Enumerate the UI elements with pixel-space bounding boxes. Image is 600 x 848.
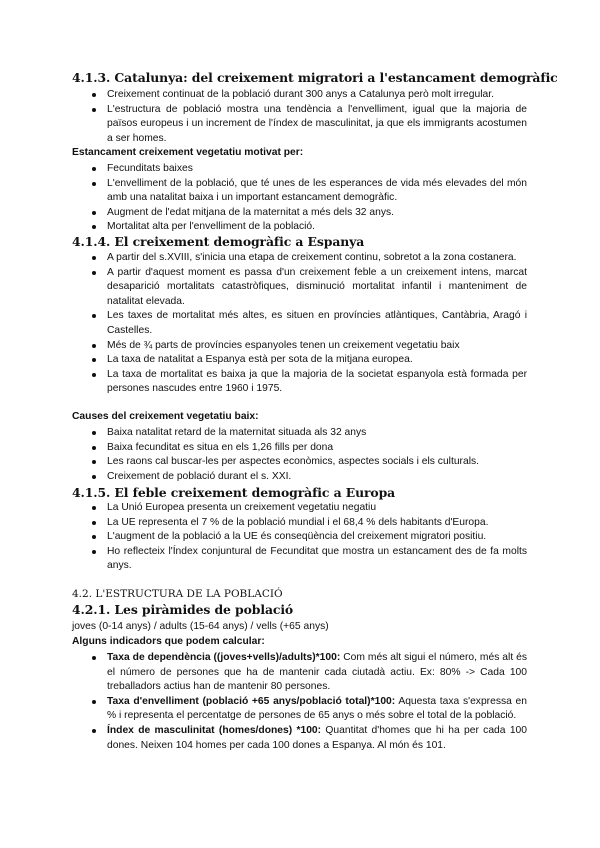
indicator-text: Quantitat d'homes que hi ha per cada 100 dones. Neixen 104 homes per cada 100 dones a Espanya. Al món és 101. xyxy=(107,724,528,751)
list-item: Més de ¾ parts de províncies espanyoles tenen un creixement vegetatiu baix xyxy=(0,339,527,354)
list-item: L'envelliment de la població, que té unes de les esperances de vida més elevades del món amb una natalitat baixa i un important estancament demogràfic. xyxy=(0,177,527,206)
indicator-label: Taxa d'envelliment (població +65 anys/població total)*100: xyxy=(107,695,396,707)
list-item: La taxa de natalitat a Espanya està per sota de la mitjana europea. xyxy=(0,353,527,368)
list-item: A partir d'aquest moment es passa d'un creixement feble a un creixement intens, marcat desaparició mortalitats catastròfiques, disminució mortalitat infantil i manteniment de natalitat elevada. xyxy=(0,266,527,310)
list-item: Fecunditats baixes xyxy=(0,162,527,177)
section-4-1-4-heading: 4.1.4. El creixement demogràfic a Espanya xyxy=(72,234,365,249)
indicator-label: Índex de masculinitat (homes/dones) *100: xyxy=(107,724,322,736)
list-item: La taxa de mortalitat es baixa ja que la majoria de la societat espanyola està formada per persones nascudes entre 1960 i 1975. xyxy=(0,368,527,397)
age-groups-text: joves (0-14 anys) / adults (15-64 anys) / vells (+65 anys) xyxy=(72,621,329,632)
list-item: L'augment de la població a la UE és conseqüència del creixement migratori positiu. xyxy=(0,530,527,545)
list-item: La UE representa el 7 % de la població mundial i el 68,4 % dels habitants d'Europa. xyxy=(0,516,527,531)
section-4-1-4-list xyxy=(0,251,600,397)
low-growth-causes-subheading: Causes del creixement vegetatiu baix: xyxy=(72,411,259,422)
section-4-1-5-list xyxy=(0,501,600,574)
list-item: La Unió Europea presenta un creixement vegetatiu negatiu xyxy=(0,501,527,516)
list-item: Creixement de població durant el s. XXI. xyxy=(0,470,527,485)
list-item: Les raons cal buscar-les per aspectes econòmics, aspectes socials i els culturals. xyxy=(0,455,527,470)
indicators-list xyxy=(0,651,600,753)
stagnation-causes-subheading: Estancament creixement vegetatiu motivat per: xyxy=(72,147,304,158)
section-4-1-3-heading: 4.1.3. Catalunya: del creixement migratori a l'estancament demogràfic xyxy=(72,70,558,85)
section-4-1-5-heading: 4.1.5. El feble creixement demogràfic a Europa xyxy=(72,485,396,500)
indicator-ageing xyxy=(0,695,527,724)
indicators-subheading: Alguns indicadors que podem calcular: xyxy=(72,636,265,647)
list-item: A partir del s.XVIII, s'inicia una etapa de creixement continu, sobretot a la zona costanera. xyxy=(0,251,527,266)
section-4-2-heading: 4.2. L'ESTRUCTURA DE LA POBLACIÓ xyxy=(72,588,283,600)
stagnation-causes-list xyxy=(0,162,600,235)
indicator-label: Taxa de dependència ((joves+vells)/adults)*100: xyxy=(107,652,341,663)
indicator-text: Com més alt sigui el número, més alt és el número de persones que ha de mantenir cada ciutadà actiu. Ex: 80% -> Cada 100 treballadors actius han de mantenir 80 persones. xyxy=(107,652,527,693)
indicator-masculinity xyxy=(0,724,527,753)
section-4-2-1-heading: 4.2.1. Les piràmides de població xyxy=(72,602,294,617)
list-item: Baixa fecunditat es situa en els 1,26 fills per dona xyxy=(0,441,527,456)
low-growth-causes-list xyxy=(0,426,600,484)
indicator-text: Aquesta taxa s'expressa en % i representa el percentatge de persones de 65 anys o més sobre el total de la població. xyxy=(107,695,527,722)
list-item: Creixement continuat de la població durant 300 anys a Catalunya però molt irregular. xyxy=(0,88,527,103)
indicator-dependency xyxy=(0,651,527,695)
section-4-1-3-list xyxy=(0,88,600,146)
list-item: Baixa natalitat retard de la maternitat situada als 32 anys xyxy=(0,426,527,441)
list-item: Les taxes de mortalitat més altes, es situen en províncies atlàntiques, Cantàbria, Aragó i Castelles. xyxy=(0,309,527,338)
list-item: Ho reflecteix l'Índex conjuntural de Fecunditat que mostra un estancament des de fa molts anys. xyxy=(0,545,527,574)
list-item: L'estructura de població mostra una tendència a l'envelliment, igual que la majoria de països europeus i un increment de l'índex de masculinitat, ja que els immigrants acostumen a ser homes. xyxy=(0,103,527,147)
list-item: Mortalitat alta per l'envelliment de la població. xyxy=(0,220,527,235)
list-item: Augment de l'edat mitjana de la maternitat a més dels 32 anys. xyxy=(0,206,527,221)
